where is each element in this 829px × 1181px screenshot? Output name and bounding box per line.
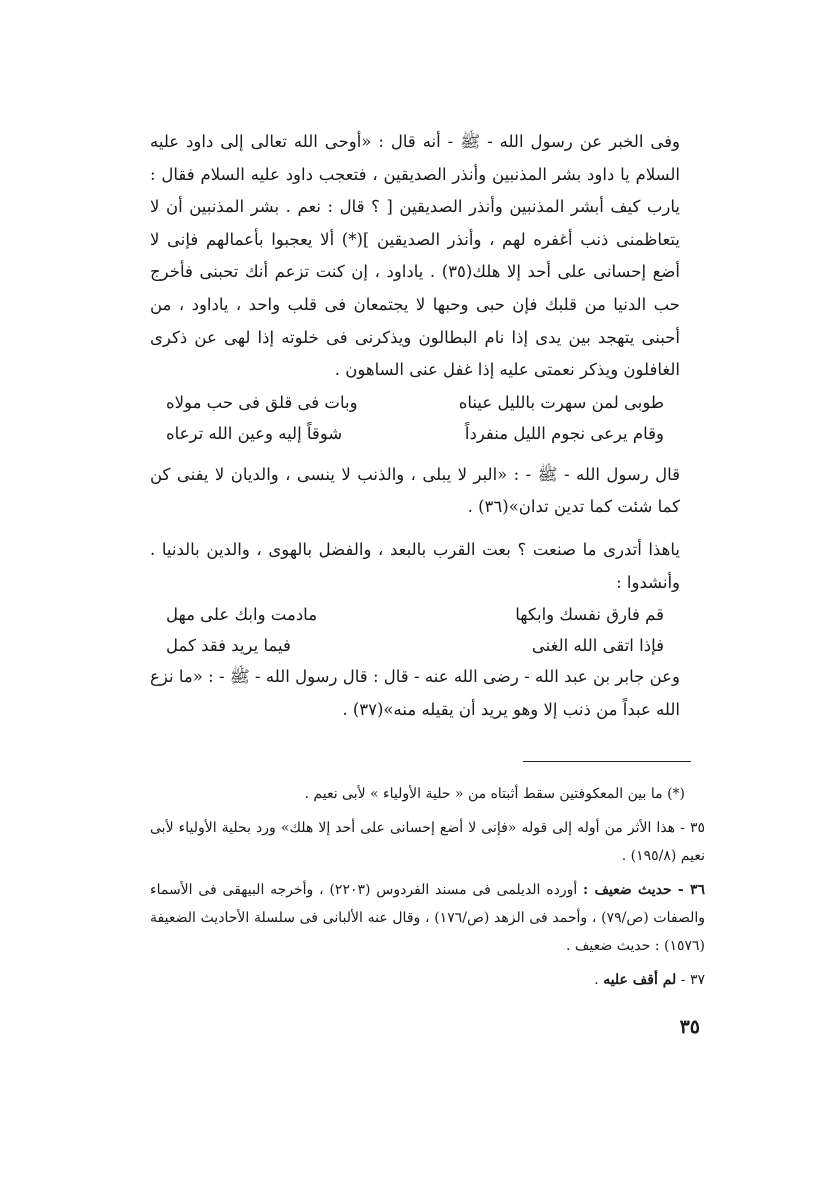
footnote-37-end: . <box>594 972 604 988</box>
hemistich-right: قم فارق نفسك وابكها <box>515 605 664 625</box>
hemistich-right: فإذا اتقى الله الغنى <box>531 636 664 656</box>
footnote-star: (*) ما بين المعكوفتين سقط أثبتاه من « حلية الأولياء » لأبى نعيم . <box>304 786 685 802</box>
footnote-37-number: ٣٧ - <box>676 972 705 988</box>
footnote-separator <box>523 761 691 762</box>
hemistich-left: مادمت وابك على مهل <box>166 605 318 625</box>
poem-1 <box>150 387 680 449</box>
poem-2-line-1 <box>150 599 680 630</box>
paragraph-hadith-dawud: وفى الخبر عن رسول الله - ﷺ - أنه قال : «أوحى الله تعالى إلى داود عليه السلام يا داود بشر المذنبين وأنذر الصديقين ، فتعجب داود عليه السلام فقال : يارب كيف أبشر المذنبين وأنذر الصديقين [ ؟ قال : نعم . بشر المذنبين أن لا يتعاظمنى ذنب أغفره لهم ، وأنذر الصديقين ](*) ألا يعجبوا بأعمالهم فإنى لا أضع إحسانى على أحد إلا هلك(٣٥) . ياداود ، إن كنت تزعم أنك تحبنى فأخرج حب الدنيا من قلبك فإن حبى وحبها لا يجتمعان فى قلب واحد ، ياداود ، من أحبنى يتهجد بين يدى إذا نام البطالون ويذكرنى فى خلوته إذا لهى عن ذكرى الغافلون ويذكر نعمتى عليه إذا غفل عنى الساهون . <box>150 132 681 380</box>
hemistich-left: شوقاً إليه وعين الله ترعاه <box>166 423 343 443</box>
poem-2 <box>150 599 680 661</box>
hemistich-left: وبات فى قلق فى حب مولاه <box>166 392 358 412</box>
footnote-36 <box>150 876 705 960</box>
hemistich-left: فيما يريد فقد كمل <box>166 636 291 656</box>
paragraph-hadith-birr: قال رسول الله - ﷺ - : «البر لا يبلى ، والذنب لا ينسى ، والديان لا يفنى كن كما شئت كما تدين تدان»(٣٦) . <box>150 464 680 517</box>
paragraph-ya-hadha: ياهذا أتدرى ما صنعت ؟ بعت القرب بالبعد ، والفضل بالهوى ، والدين بالدنيا . وأنشدوا : <box>150 539 680 592</box>
footnotes <box>150 780 705 994</box>
footnote-35: ٣٥ - هذا الأثر من أوله إلى قوله «فإنى لا أضع إحسانى على أحد إلا هلك» ورد بحلية الأولياء لأبى نعيم (١٩٥/٨) . <box>150 820 705 864</box>
footnote-37-text: لم أقف عليه <box>603 972 677 988</box>
poem-2-line-2 <box>150 630 680 661</box>
page-number: ٣٥ <box>679 1016 700 1038</box>
main-text <box>150 126 680 726</box>
hemistich-right: طوبى لمن سهرت بالليل عيناه <box>458 392 664 412</box>
poem-1-line-1 <box>150 387 680 418</box>
footnote-36-text: أورده الديلمى فى مسند الفردوس (٢٢٠٣) ، وأخرجه البيهقى فى الأسماء والصفات (ص/٧٩) ، وأحمد فى الزهد (ص/١٧٦) ، وقال عنه الألبانى فى سلسلة الأحاديث الضعيفة (١٥٧٦) : حديث ضعيف . <box>150 882 706 954</box>
paragraph-hadith-jabir: وعن جابر بن عبد الله - رضى الله عنه - قال : قال رسول الله - ﷺ - : «ما نزع الله عبداً من ذنب إلا وهو يريد أن يقيله منه»(٣٧) . <box>150 667 680 719</box>
footnote-36-label: ٣٦ - حديث ضعيف : <box>583 882 705 898</box>
poem-1-line-2 <box>150 418 680 449</box>
footnote-37 <box>150 966 705 994</box>
hemistich-right: وقام يرعى نجوم الليل منفرداً <box>464 423 664 443</box>
